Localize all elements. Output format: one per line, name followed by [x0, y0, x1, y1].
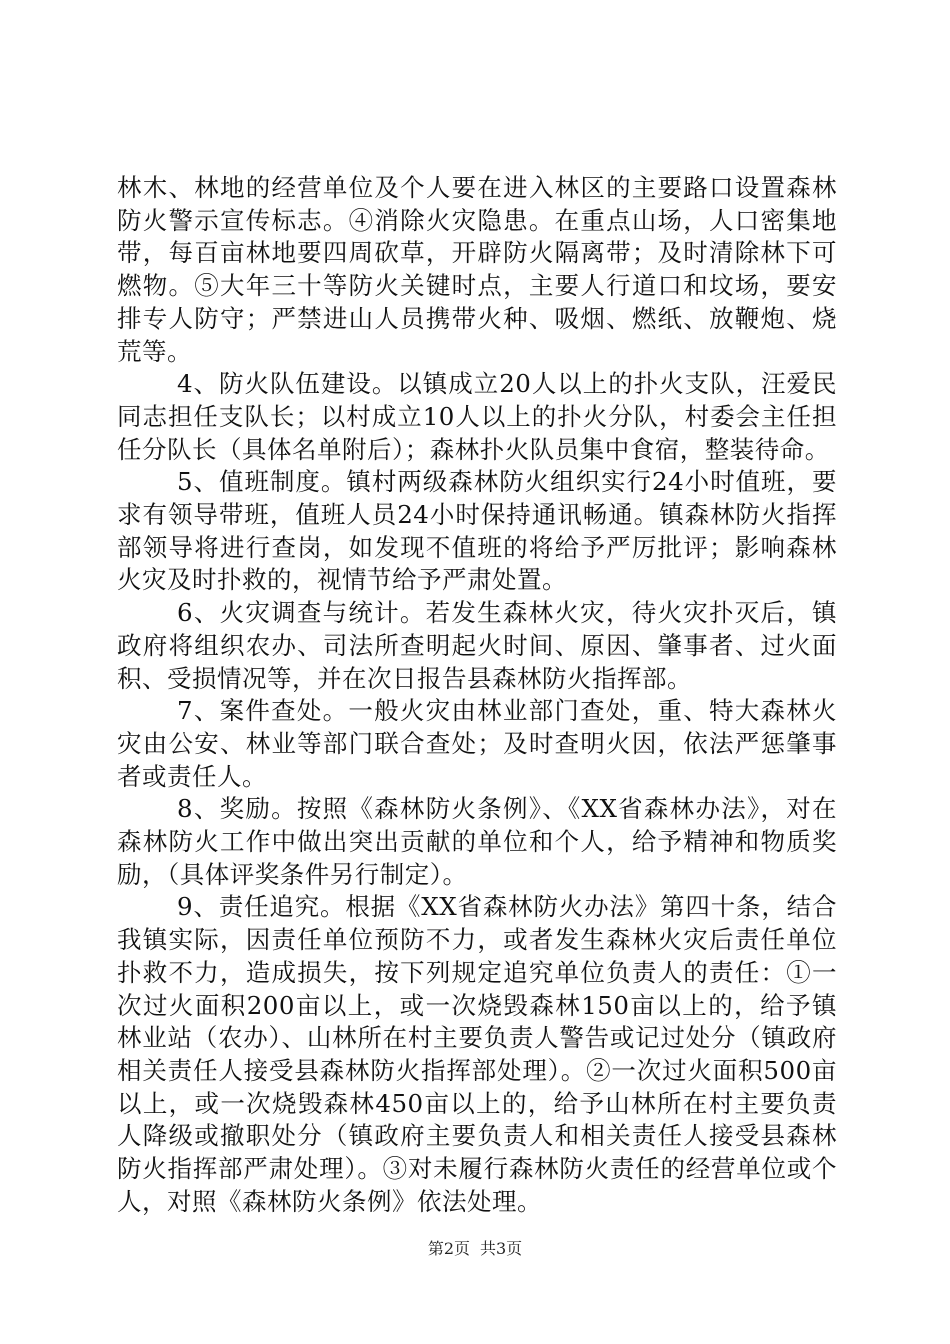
paragraph-case-handling: 7、案件查处。一般火灾由林业部门查处，重、特大森林火灾由公安、林业等部门联合查处；及时查明火因，依法严惩肇事者或责任人。 [117, 696, 837, 791]
paragraph-continuation: 林木、林地的经营单位及个人要在进入林区的主要路口设置森林防火警示宣传标志。④消除火灾隐患。在重点山场，人口密集地带，每百亩林地要四周砍草，开辟防火隔离带；及时清除林下可燃物。⑤大年三十等防火关键时点，主要人行道口和坟场，要安排专人防守；严禁进山人员携带火种、吸烟、燃纸、放鞭炮、烧荒等。 [117, 173, 837, 366]
page-number: 第2页 [427, 1239, 470, 1258]
page-total: 共3页 [480, 1239, 523, 1258]
paragraph-accountability: 9、责任追究。根据《XX省森林防火办法》第四十条，结合我镇实际，因责任单位预防不力，或者发生森林火灾后责任单位扑救不力，造成损失，按下列规定追究单位负责人的责任：①一次过火面积200亩以上，或一次烧毁森林150亩以上的，给予镇林业站（农办）、山林所在村主要负责人警告或记过处分（镇政府相关责任人接受县森林防火指挥部处理）。②一次过火面积500亩以上，或一次烧毁森林450亩以上的，给予山林所在村主要负责人降级或撤职处分（镇政府主要负责人和相关责任人接受县森林防火指挥部严肃处理）。③对未履行森林防火责任的经营单位或个人，对照《森林防火条例》依法处理。 [117, 892, 837, 1216]
paragraph-team-building: 4、防火队伍建设。以镇成立20人以上的扑火支队，汪爱民同志担任支队长；以村成立10人以上的扑火分队，村委会主任担任分队长（具体名单附后）；森林扑火队员集中食宿，整装待命。 [117, 369, 837, 464]
page-footer [0, 1236, 950, 1259]
paragraph-duty-system: 5、值班制度。镇村两级森林防火组织实行24小时值班，要求有领导带班，值班人员24小时保持通讯畅通。镇森林防火指挥部领导将进行查岗，如发现不值班的将给予严厉批评；影响森林火灾及时扑救的，视情节给予严肃处置。 [117, 467, 837, 595]
paragraph-rewards: 8、奖励。按照《森林防火条例》、《XX省森林办法》，对在森林防火工作中做出突出贡献的单位和个人，给予精神和物质奖励，（具体评奖条件另行制定）。 [117, 794, 837, 889]
document-body [117, 172, 837, 1219]
paragraph-fire-investigation: 6、火灾调查与统计。若发生森林火灾，待火灾扑灭后，镇政府将组织农办、司法所查明起火时间、原因、肇事者、过火面积、受损情况等，并在次日报告县森林防火指挥部。 [117, 598, 837, 693]
